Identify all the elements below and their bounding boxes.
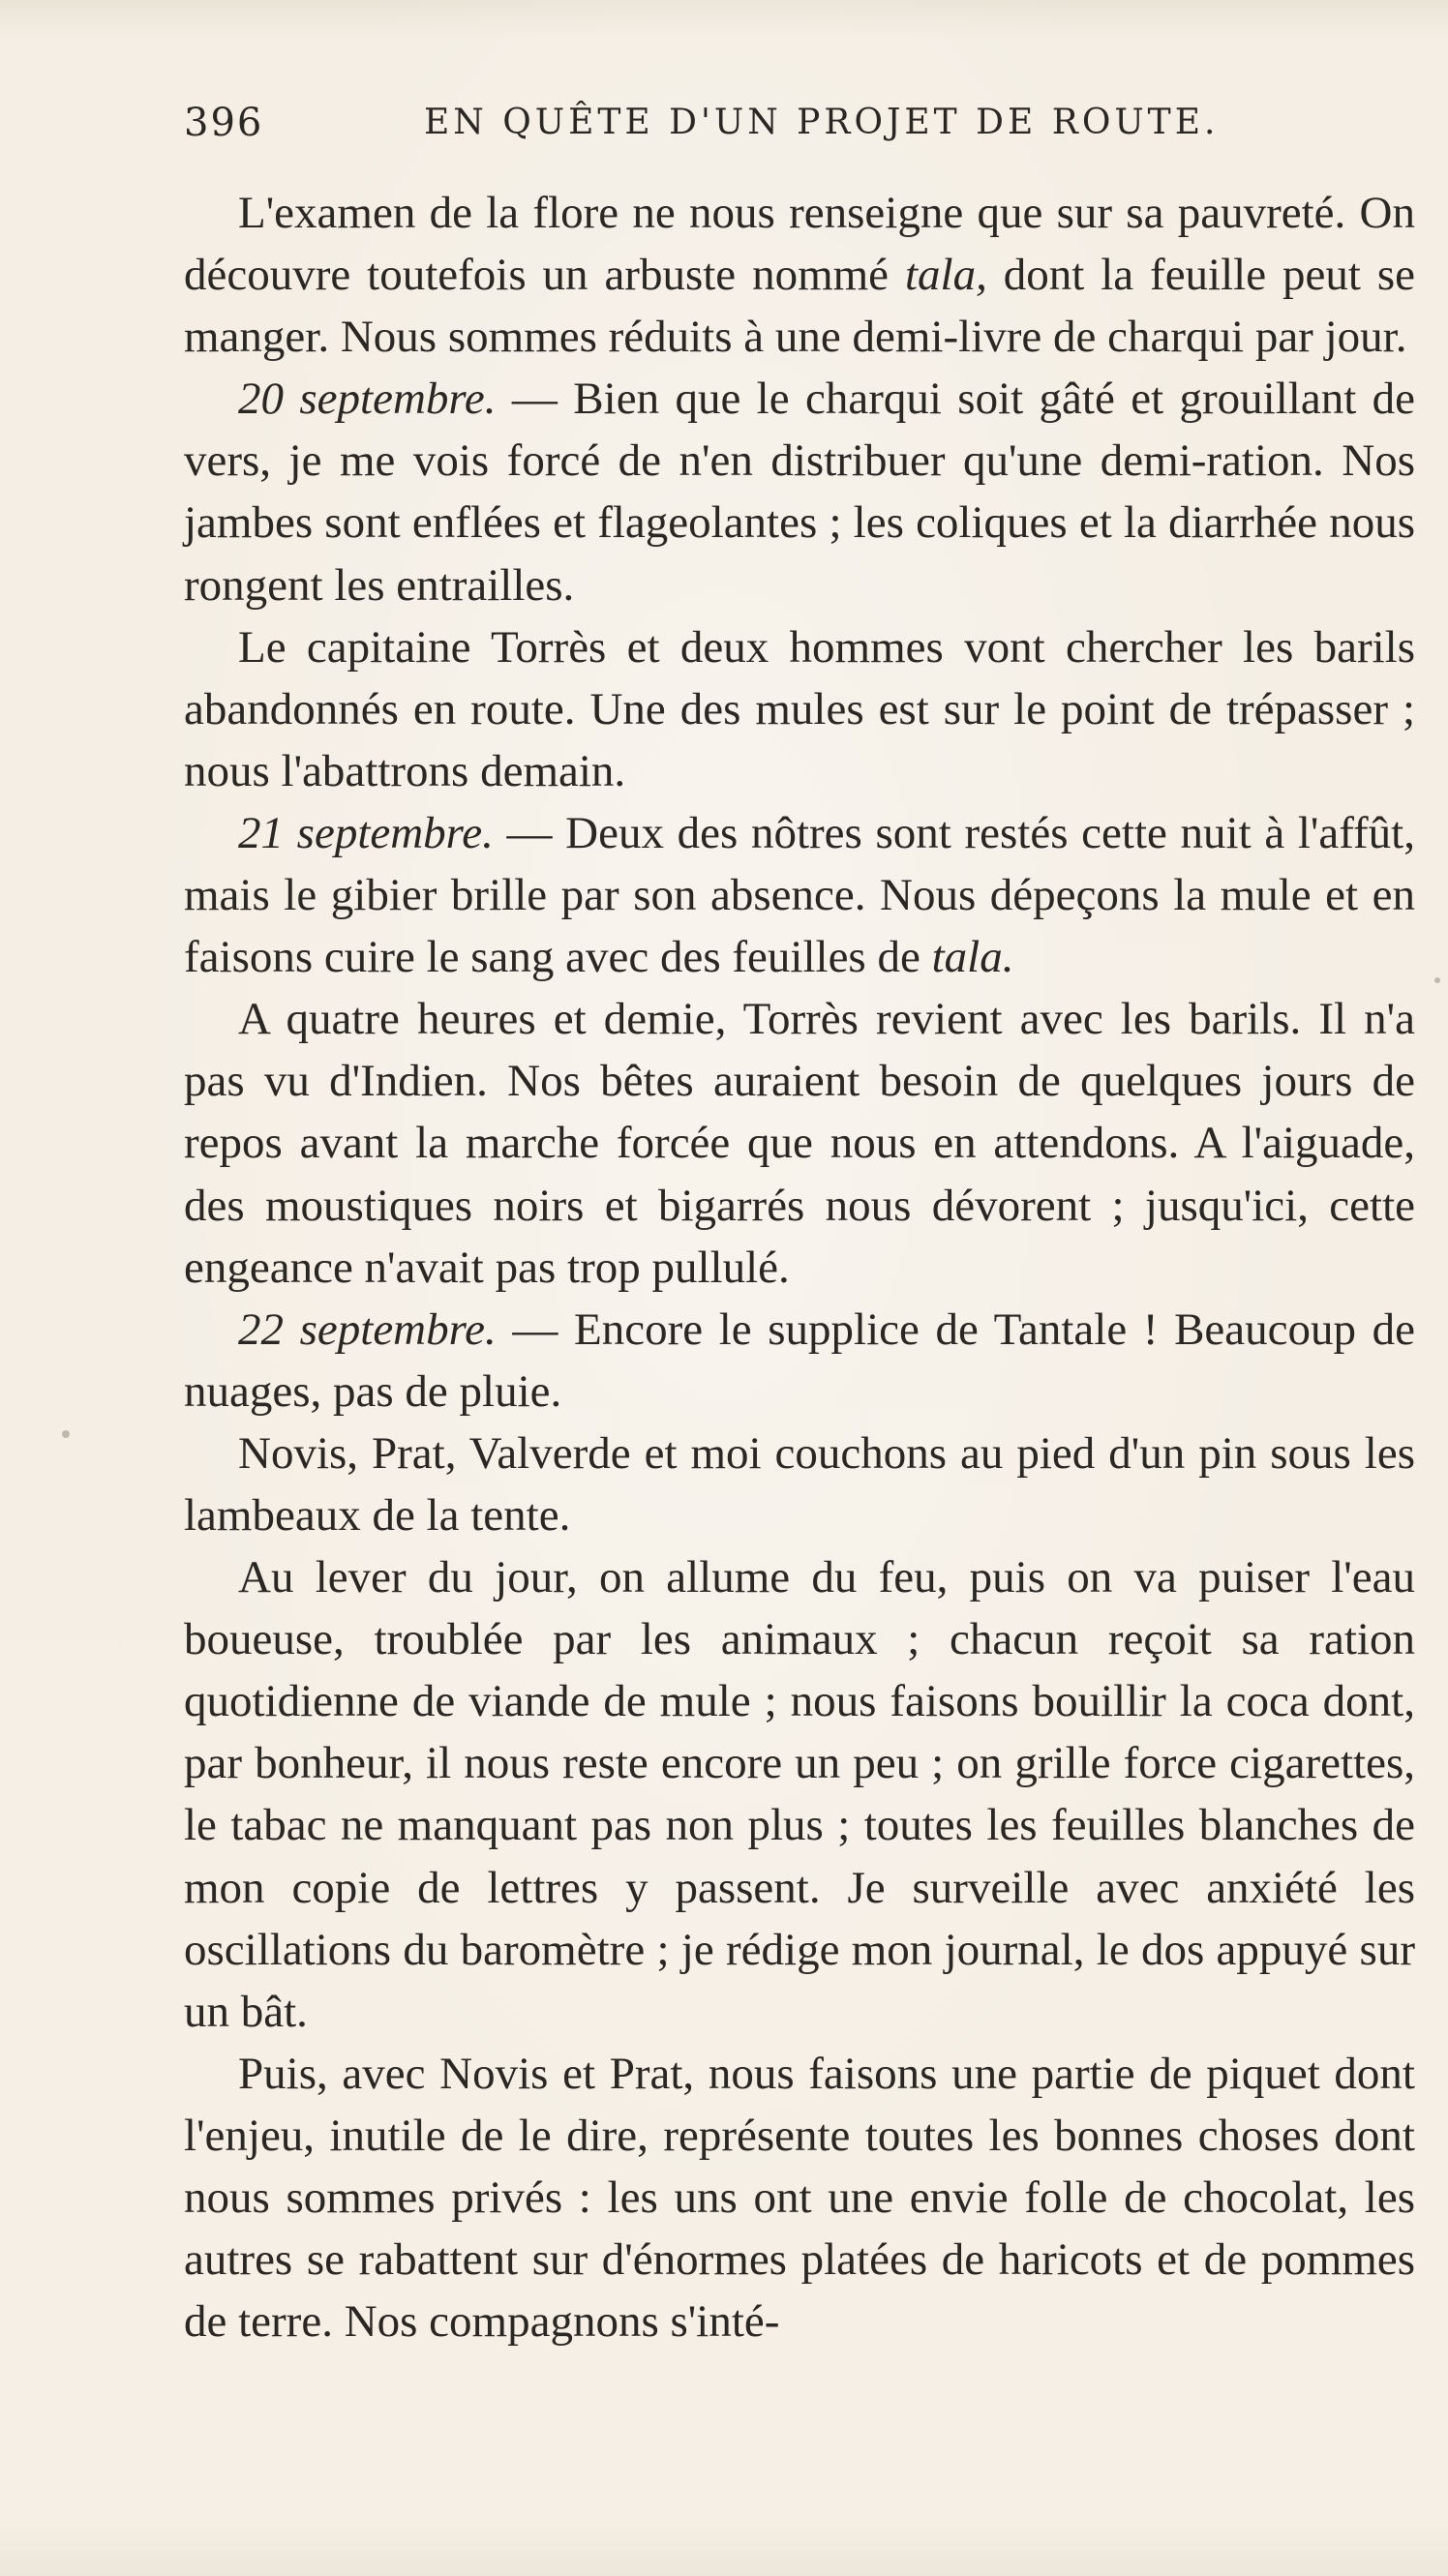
running-title: EN QUÊTE D'UN PROJET DE ROUTE. xyxy=(424,103,1220,142)
entry-date: 22 septembre. xyxy=(238,1303,497,1355)
page-header xyxy=(184,101,1268,159)
paragraph: L'examen de la flore ne nous renseigne que sur sa pauvreté. On découvre toutefois un arbuste nommé tala, dont la feuille peut se manger. Nous sommes réduits à une demi-livre de charqui par jour. xyxy=(184,188,1415,363)
paragraph: 20 septembre. — Bien que le charqui soit gâté et grouillant de vers, je me vois forcé de n'en distribuer qu'une demi-ration. Nos jambes sont enflées et flageolantes ; les coliques et la diarrhée nous rongent les entrailles. xyxy=(184,374,1415,611)
paragraph: Puis, avec Novis et Prat, nous faisons une partie de piquet dont l'enjeu, inutile de le dire, représente toutes les bonnes choses dont nous sommes privés : les uns ont une envie folle de chocolat, les autres se rabattent sur d'énormes platées de haricots et de pommes de terre. Nos compagnons s'inté- xyxy=(184,2048,1415,2348)
entry-date: 21 septembre. xyxy=(238,807,494,858)
paragraph: Le capitaine Torrès et deux hommes vont chercher les barils abandonnés en route. Une des mules est sur le point de trépasser ; nous l'abattrons demain. xyxy=(184,621,1415,796)
paragraph: 21 septembre. — Deux des nôtres sont restés cette nuit à l'affût, mais le gibier brille par son absence. Nous dépeçons la mule et en faisons cuire le sang avec des feuilles de tala. xyxy=(184,807,1415,983)
paragraph: Au lever du jour, on allume du feu, puis on va puiser l'eau boueuse, troublée par les animaux ; chacun reçoit sa ration quotidienne de viande de mule ; nous faisons bouillir la coca dont, par bonheur, il nous reste encore un peu ; on grille force cigarettes, le tabac ne manquant pas non plus ; toutes les feuilles blanches de mon copie de lettres y passent. Je surveille avec anxiété les oscillations du baromètre ; je rédige mon journal, le dos appuyé sur un bât. xyxy=(184,1552,1415,2037)
body-text xyxy=(184,182,1415,2352)
foxing-spot xyxy=(1434,977,1440,983)
foxing-spot xyxy=(62,1430,70,1438)
paragraph: 22 septembre. — Encore le supplice de Tantale ! Beaucoup de nuages, pas de pluie. xyxy=(184,1303,1415,1417)
page-number: 396 xyxy=(184,101,264,145)
entry-date: 20 septembre. xyxy=(238,374,497,425)
paragraph: A quatre heures et demie, Torrès revient avec les barils. Il n'a pas vu d'Indien. Nos bêtes auraient besoin de quelques jours de repos avant la marche forcée que nous en attendons. A l'aiguade, des moustiques noirs et bigarrés nous dévorent ; jusqu'ici, cette engeance n'avait pas trop pullulé. xyxy=(184,994,1415,1293)
paragraph: Novis, Prat, Valverde et moi couchons au pied d'un pin sous les lambeaux de la tente. xyxy=(184,1427,1415,1541)
